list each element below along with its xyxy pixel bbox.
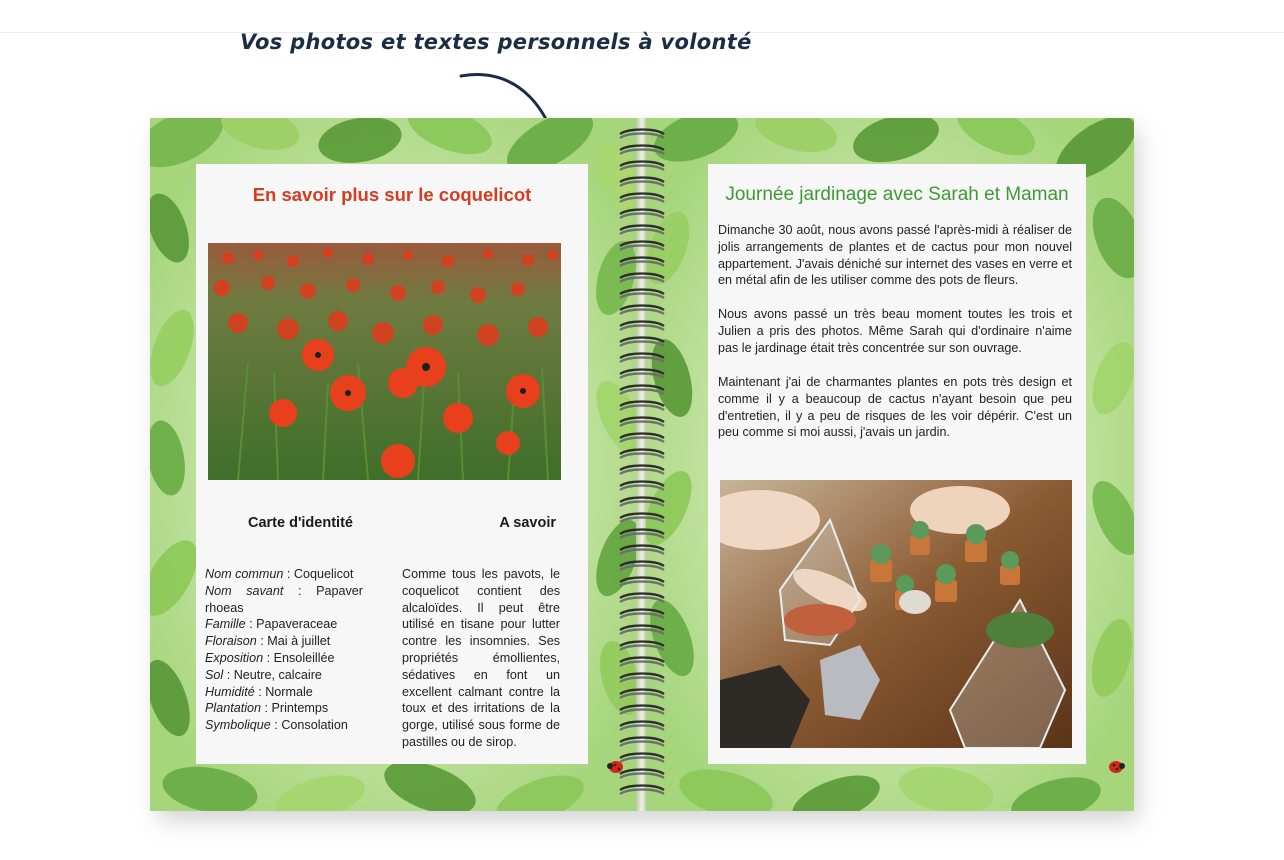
terrarium-photo [720,480,1072,748]
spiral-ring [620,678,664,683]
spiral-ring [620,742,664,747]
spiral-ring [620,358,664,363]
identity-row: Humidité : Normale [205,684,313,699]
spiral-ring [620,502,664,507]
spiral-ring [620,518,664,523]
identity-heading: Carte d'identité [248,515,353,531]
poppy-field-photo [208,243,561,480]
spiral-ring [620,454,664,459]
spiral-ring [620,150,664,155]
identity-row: Famille : Papaveraceae [205,617,338,632]
paragraph: Maintenant j'ai de charmantes plantes en pots très design et comme il y a beaucoup de cactus n'ayant besoin que peu d'entretien, il y a peu de risques de les voir dépérir. C'est un peu comme si moi aussi, j'avais un jardin. [718,375,1072,440]
spiral-ring [620,470,664,475]
spiral-ring [620,246,664,251]
poppy-image [208,243,561,480]
spiral-ring [620,326,664,331]
savoir-heading: A savoir [499,515,556,531]
spiral-ring [620,310,664,315]
identity-row: Nom savant : Papaver rhoeas [205,583,363,615]
spiral-ring [620,630,664,635]
spiral-ring [620,566,664,571]
identity-row: Nom commun : Coquelicot [205,567,354,581]
identity-list [205,566,363,734]
spiral-ring [620,262,664,267]
spiral-ring [620,758,664,763]
spiral-ring [620,134,664,139]
spiral-ring [620,646,664,651]
spiral-ring [620,198,664,203]
spiral-ring [620,614,664,619]
identity-row: Sol : Neutre, calcaire [205,667,322,682]
right-content-panel [708,164,1086,764]
spiral-ring [620,438,664,443]
spiral-ring [620,790,664,795]
spiral-ring [620,486,664,491]
spiral-ring [620,694,664,699]
annotation-caption: Vos photos et textes personnels à volonté [240,30,752,54]
paragraph: Nous avons passé un très beau moment toutes les trois et Julien a pris des photos. Même Sarah qui d'ordinaire n'aime pas le jardinage était très concentrée sur son ouvrage. [718,307,1072,355]
page-title: Journée jardinage avec Sarah et Maman [725,184,1069,205]
identity-row: Symbolique : Consolation [205,718,348,733]
spiral-ring [620,166,664,171]
spiral-ring [620,342,664,347]
spiral-ring [620,662,664,667]
spiral-ring [620,710,664,715]
terrarium-image [720,480,1072,748]
spiral-ring [620,406,664,411]
right-page [646,118,1134,811]
spiral-ring [620,230,664,235]
spiral-ring [620,598,664,603]
spiral-ring [620,550,664,555]
spiral-ring [620,422,664,427]
savoir-text: Comme tous les pavots, le coquelicot contient des alcaloïdes. Il peut être utilisé en tisane pour lutter contre les insomnies. Ses propriétés émollientes, sédatives en font un excellent calmant contre la toux et des irritations de la gorge, utilisé sous forme de pastilles ou de sirop. [402,567,560,749]
identity-row: Floraison : Mai à juillet [205,634,331,649]
spiral-ring [620,278,664,283]
spiral-ring [620,582,664,587]
spiral-ring [620,390,664,395]
identity-row: Exposition : Ensoleillée [205,650,335,665]
page-title: En savoir plus sur le coquelicot [252,184,532,205]
spiral-ring [620,774,664,779]
ladybug-icon [1106,758,1126,774]
spiral-ring [620,214,664,219]
spiral-ring [620,534,664,539]
spiral-ring [620,182,664,187]
left-page [150,118,638,811]
paragraph: Dimanche 30 août, nous avons passé l'après-midi à réaliser de jolis arrangements de plantes et de cactus pour mon nouvel appartement. J'avais déniché sur internet des vases en verre et en métal afin de les utiliser comme des pots de fleurs. [718,223,1072,288]
spiral-binding [614,126,670,806]
identity-row: Plantation : Printemps [205,701,329,716]
left-content-panel [196,164,588,764]
spiral-ring [620,374,664,379]
spiral-ring [620,294,664,299]
spiral-ring [620,726,664,731]
